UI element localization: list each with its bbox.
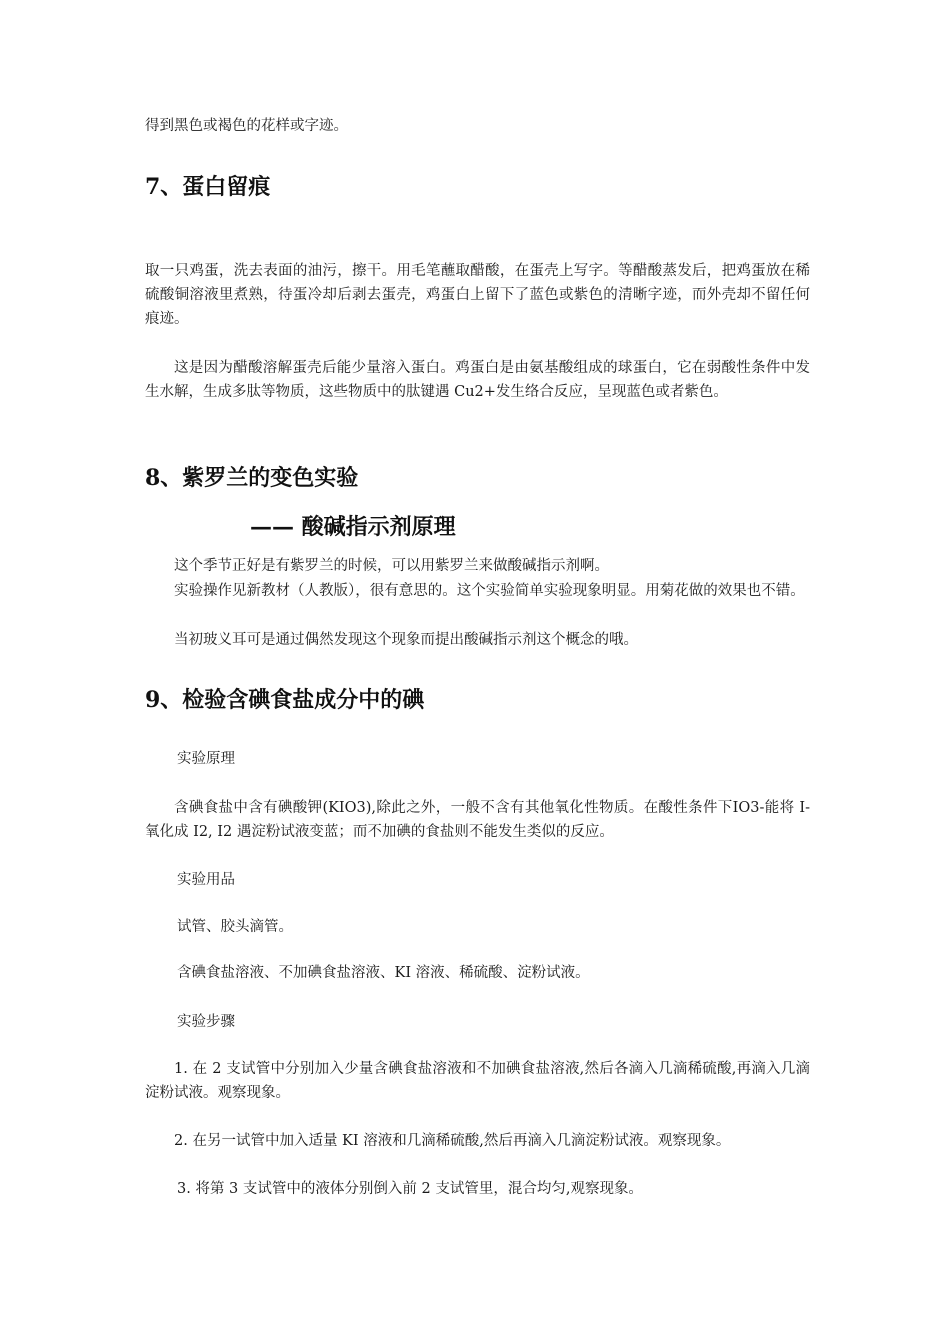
step-1-text: 1. 在 2 支试管中分别加入少量含碘食盐溶液和不加碘食盐溶液,然后各滴入几滴稀硫酸,再滴入几滴淀粉试液。观察现象。 xyxy=(145,1061,810,1101)
intro-tail-text: 得到黑色或褐色的花样或字迹。 xyxy=(145,118,348,134)
step-2-text: 2. 在另一试管中加入适量 KI 溶液和几滴稀硫酸,然后再滴入几滴淀粉试液。观察现象。 xyxy=(174,1133,731,1149)
section-8-paragraph-2: 实验操作见新教材（人教版），很有意思的。这个实验简单实验现象明显。用菊花做的效果也不错。 xyxy=(174,583,805,599)
principle-paragraph: 含碘食盐中含有碘酸钾(KIO3),除此之外，一般不含有其他氧化性物质。在酸性条件下IO3-能将 I-氧化成 I2, I2 遇淀粉试液变蓝；而不加碘的食盐则不能发生类似的反应。 xyxy=(145,800,810,840)
principle-heading: 实验原理 xyxy=(177,751,235,767)
materials-line-1: 试管、胶头滴管。 xyxy=(177,919,293,935)
section-9-heading: 9、检验含碘食盐成分中的碘 xyxy=(145,687,425,713)
section-7-paragraph-1: 取一只鸡蛋，洗去表面的油污，擦干。用毛笔蘸取醋酸，在蛋壳上写字。等醋酸蒸发后，把鸡蛋放在稀硫酸铜溶液里煮熟，待蛋冷却后剥去蛋壳，鸡蛋白上留下了蓝色或紫色的清晰字迹，而外壳却不留任何痕迹。 xyxy=(145,263,810,327)
step-3-text: 3. 将第 3 支试管中的液体分别倒入前 2 支试管里，混合均匀,观察现象。 xyxy=(177,1181,643,1197)
section-8-paragraph-3: 当初玻义耳可是通过偶然发现这个现象而提出酸碱指示剂这个概念的哦。 xyxy=(174,632,638,648)
section-8-paragraph-1: 这个季节正好是有紫罗兰的时候，可以用紫罗兰来做酸碱指示剂啊。 xyxy=(174,558,609,574)
materials-heading: 实验用品 xyxy=(177,872,235,888)
steps-heading: 实验步骤 xyxy=(177,1014,235,1030)
section-8-subtitle: —— 酸碱指示剂原理 xyxy=(250,514,456,540)
section-7-heading: 7、蛋白留痕 xyxy=(145,174,271,200)
section-7-paragraph-2: 这是因为醋酸溶解蛋壳后能少量溶入蛋白。鸡蛋白是由氨基酸组成的球蛋白，它在弱酸性条件中发生水解，生成多肽等物质，这些物质中的肽键遇 Cu2+发生络合反应，呈现蓝色或者紫色。 xyxy=(145,360,810,400)
section-8-heading: 8、紫罗兰的变色实验 xyxy=(145,465,359,491)
materials-line-2: 含碘食盐溶液、不加碘食盐溶液、KI 溶液、稀硫酸、淀粉试液。 xyxy=(177,965,590,981)
